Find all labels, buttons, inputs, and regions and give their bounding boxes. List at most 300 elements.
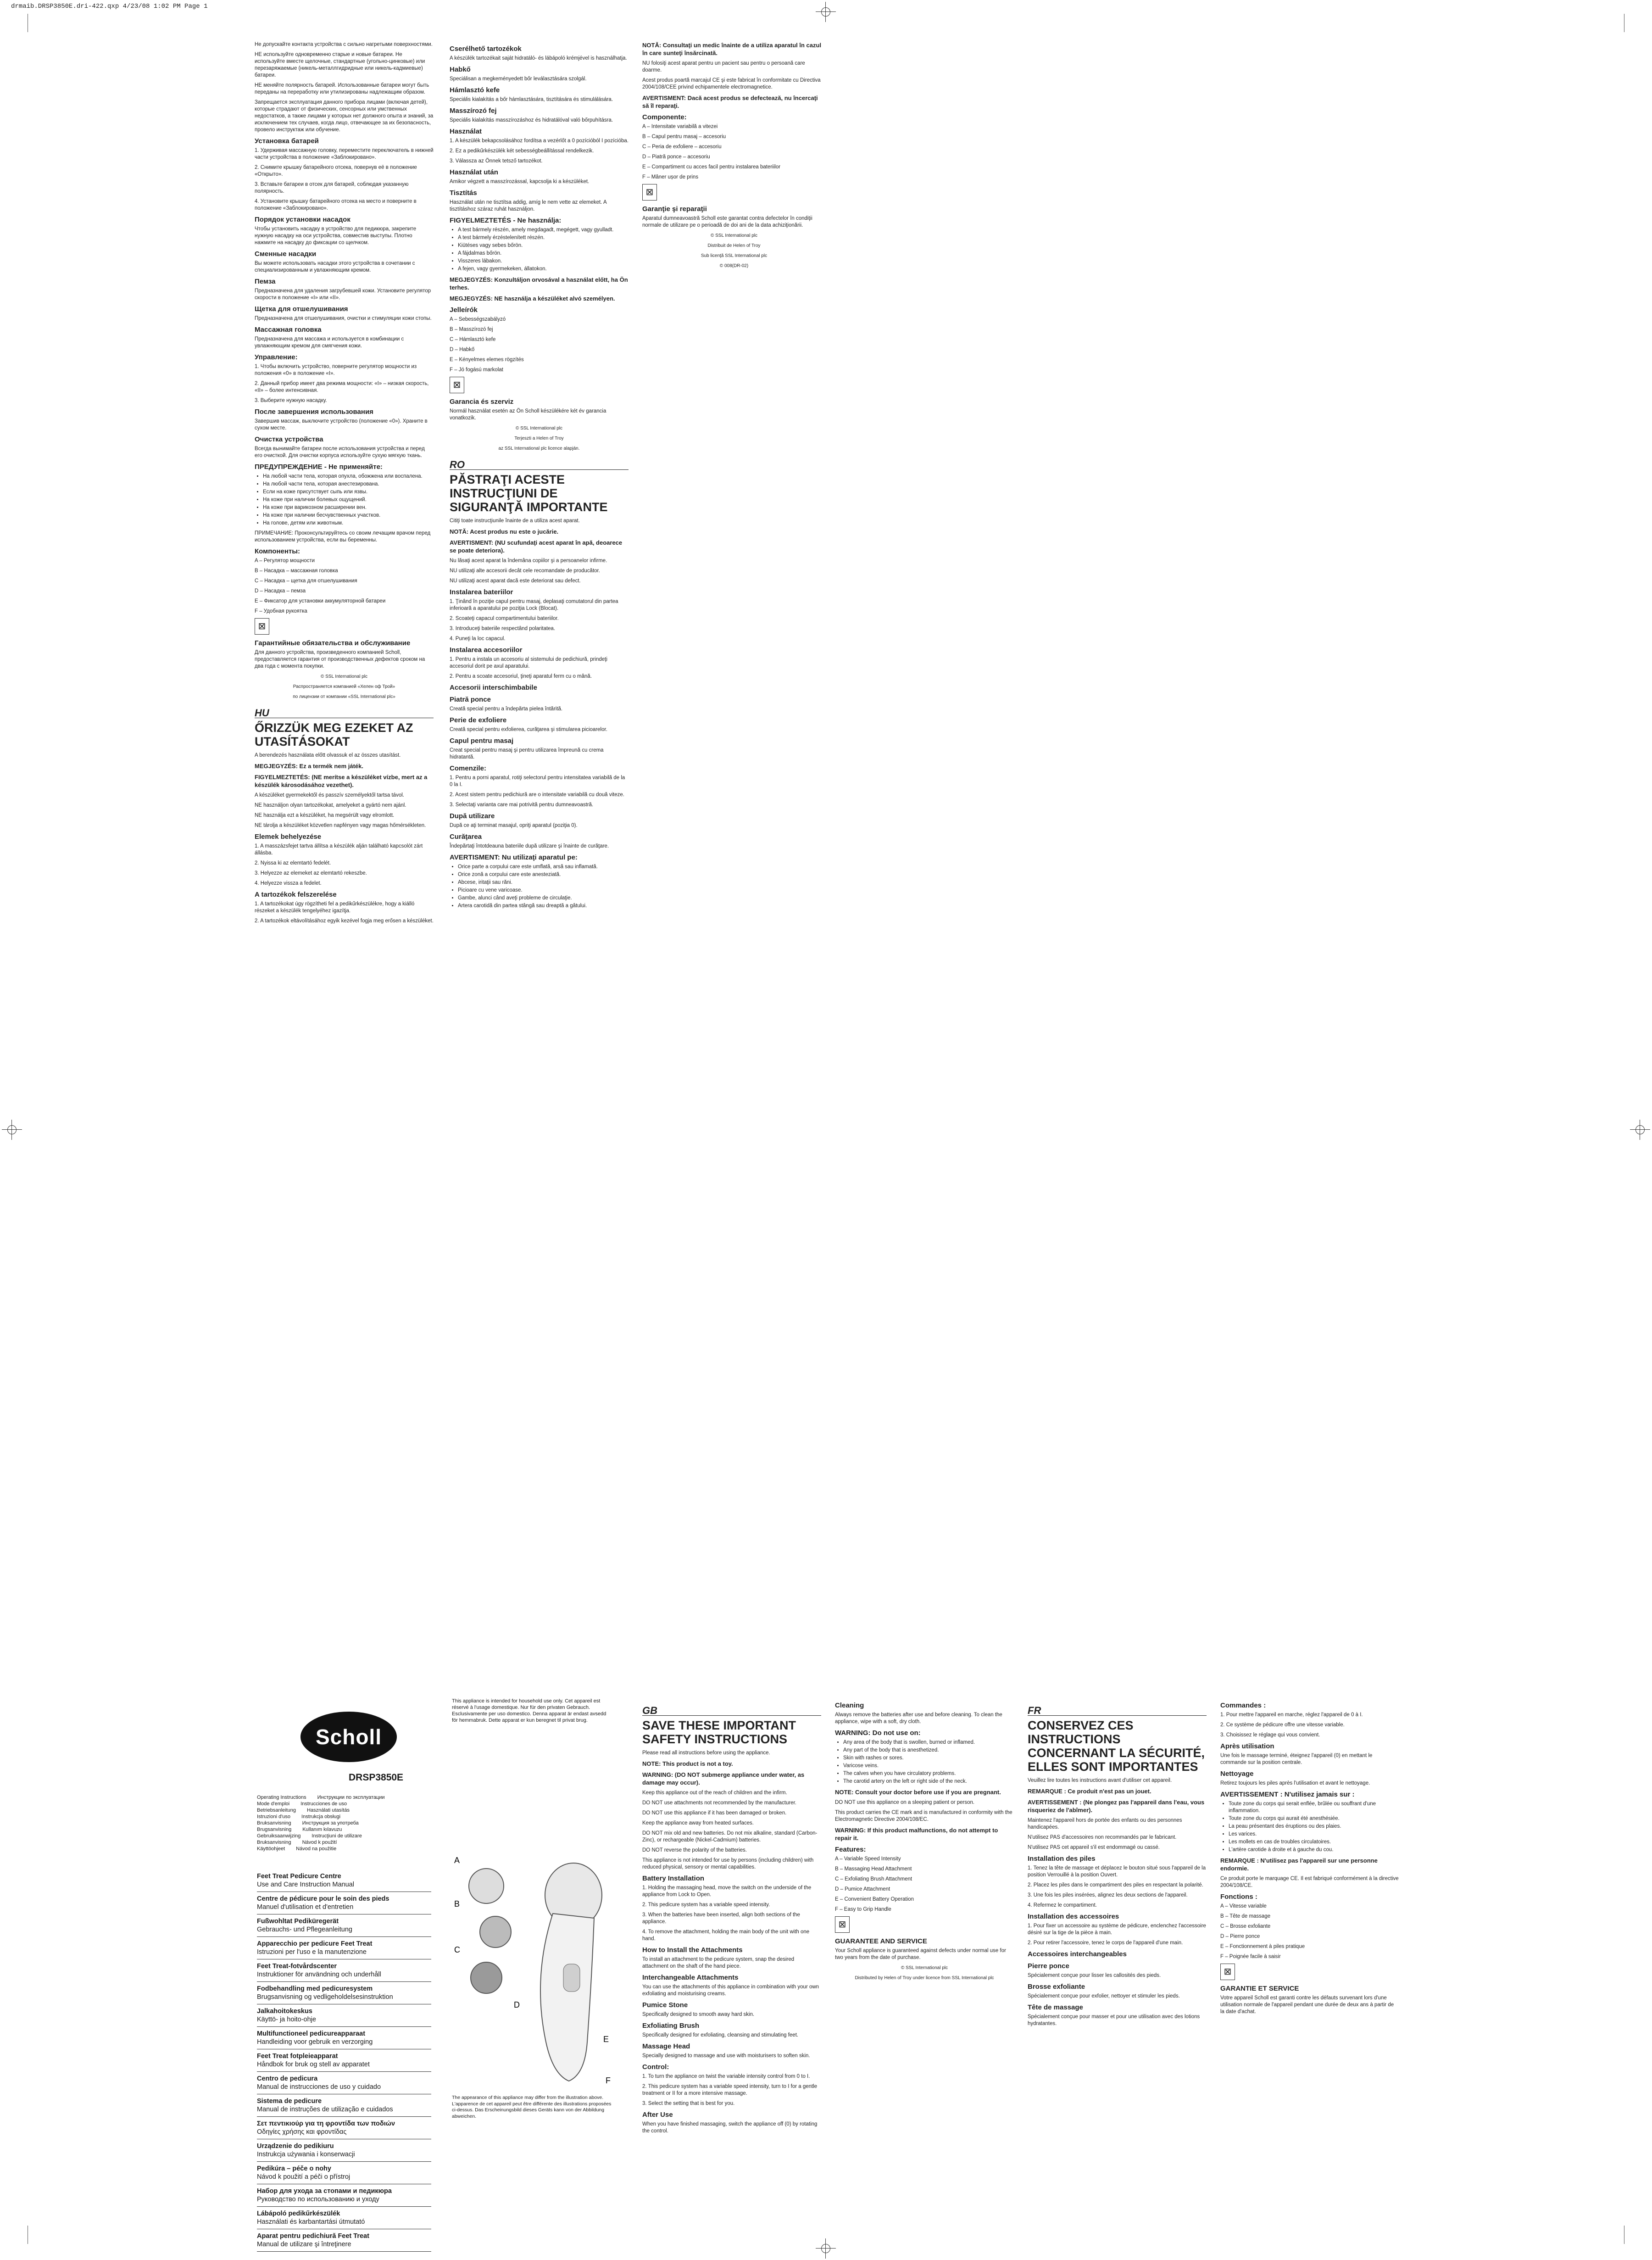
ru-intro: НЕ меняйте полярность батарей. Использованные батареи могут быть переданы на переработку или утилизированы надлежащим образом. xyxy=(255,83,429,95)
ru-component: C – Насадка – щетка для отшелушивания xyxy=(255,578,357,584)
hu-warning-heading: FIGYELMEZTETÉS - Ne használja: xyxy=(450,217,562,224)
ru-component: A – Регулятор мощности xyxy=(255,558,315,564)
hu-paragraph: NE használja ezt a készüléket, ha megsérült vagy elromlott. xyxy=(255,813,395,818)
gb-attach-heading: How to Install the Attachments xyxy=(642,1946,743,1954)
label-f: F xyxy=(606,2076,611,2085)
fr-note: REMARQUE : Ce produit n'est pas un jouet. xyxy=(1028,1788,1151,1795)
list-item: • На коже при варикозном расширении вен. xyxy=(263,504,434,511)
product-subtitle: Manual de utilizare şi întreţinere xyxy=(257,2240,431,2252)
fr-sub-text: Spécialement conçue pour exfolier, nettoyer et stimuler les pieds. xyxy=(1028,1993,1180,1999)
ro-clean-heading: Curăţarea xyxy=(450,833,482,841)
ro-warning: AVERTISMENT: Dacă acest produs se defectează, nu încercaţi să îl reparaţi. xyxy=(642,95,818,109)
hu-guarantee-heading: Garancia és szerviz xyxy=(450,398,514,406)
gb-guarantee-text: Your Scholl appliance is guaranteed against defects under normal use for two years from the date of purchase. xyxy=(835,1948,1006,1960)
ro-note: NOTĂ: Acest produs nu este o jucărie. xyxy=(450,528,559,535)
model-number: DRSP3850E xyxy=(349,1772,404,1783)
gb-note: This product carries the CE mark and is manufactured in conformity with the Electromagnetic Directive 2004/108/EC. xyxy=(835,1810,1012,1822)
ro-attach-heading: Instalarea accesoriilor xyxy=(450,646,523,654)
list-item: • На любой части тела, которая опухла, обожжена или воспалена. xyxy=(263,473,434,480)
ru-control-heading: Управление: xyxy=(255,353,298,361)
gb-battery-heading: Battery Installation xyxy=(642,1875,705,1882)
ru-sub-heading: Массажная головка xyxy=(255,326,322,334)
gb-sub-text: Specifically designed for exfoliating, cleansing and stimulating feet. xyxy=(642,2032,799,2038)
pumice-attachment xyxy=(471,1962,502,1993)
gb-note: DO NOT use this appliance on a sleeping patient or person. xyxy=(835,1800,975,1805)
gb-clean-heading: Cleaning xyxy=(835,1702,864,1709)
hu-footer: © SSL International plc xyxy=(515,426,563,431)
list-item: • Picioare cu vene varicoase. xyxy=(458,887,629,894)
hu-sub-text: Speciális kialakítás masszírozáshoz és hidratálóval való bőrpuhításra. xyxy=(450,117,613,123)
list-item: Bruksanvisning Návod k použití xyxy=(257,1840,337,1845)
list-item: • Visszeres lábakon. xyxy=(458,258,629,265)
label-d: D xyxy=(514,2000,520,2009)
fr-guarantee-text: Votre appareil Scholl est garanti contre les défauts survenant lors d'une utilisation normale de l'appareil pendant une durée de deux ans à partir de la date d'achat. xyxy=(1220,1995,1394,2014)
ro-step: 1. Ţinând în poziţie capul pentru masaj, deplasaţi comutatorul din partea inferioară a aparatului pe poziţia Lock (Blocat). xyxy=(450,599,618,611)
hu-sub-heading: Masszírozó fej xyxy=(450,107,497,115)
product-title: Pedikúra – péče o nohy xyxy=(257,2165,331,2172)
list-item: • Toute zone du corps qui aurait été anesthésiée. xyxy=(1229,1815,1399,1822)
ro-warning-list xyxy=(450,864,629,910)
fr-step: 3. Choisissez le réglage qui vous convient. xyxy=(1220,1732,1320,1738)
ru-step: 3. Выберите нужную насадку. xyxy=(255,398,327,403)
massage-head-attachment xyxy=(469,1869,504,1903)
gb-step: 3. Select the setting that is best for you. xyxy=(642,2101,735,2106)
list-item: • Abcese, iritaţii sau răni. xyxy=(458,879,629,886)
ru-footer: Распространяется компанией «Хелен оф Трой» xyxy=(293,684,395,689)
column-hungarian-romanian xyxy=(450,41,629,913)
ru-intro: Запрещается эксплуатация данного прибора лицами (включая детей), которые страдают от физических, сенсорных или умственных недостатков, а также лицами у которых нет должного опыта и знаний, за исключением тех случаев, когда лицо, отвечающее за их безопасность, провело инструктаж или обучение. xyxy=(255,100,434,133)
product-subtitle: Brugsanvisning og vedligeholdelsesinstruktion xyxy=(257,1993,431,2004)
ro-step: 1. Pentru a instala un accesoriu al sistemului de pedichiură, prindeţi accesoriul dorit pe axul aparatului. xyxy=(450,657,607,669)
product-title: Urządzenie do pedikiuru xyxy=(257,2143,334,2150)
ro-warning: AVERTISMENT: (NU scufundaţi acest aparat în apă, deoarece se poate deteriora). xyxy=(450,539,623,554)
hu-step: 1. A masszázsfejet tartva állítsa a készülék alján található kapcsolót zárt állásba. xyxy=(255,843,423,856)
fr-title: CONSERVEZ CES INSTRUCTIONS CONCERNANT LA SÉCURITÉ, ELLES SONT IMPORTANTES xyxy=(1028,1719,1205,1774)
fr-battery-heading: Installation des piles xyxy=(1028,1855,1096,1863)
product-subtitle: Instruktioner för användning och underhåll xyxy=(257,1970,431,1982)
product-title: Lábápoló pedikűrkészülék xyxy=(257,2210,340,2217)
label-a: A xyxy=(454,1856,460,1865)
device-handle xyxy=(540,1914,594,2081)
ru-clean-heading: Очистка устройства xyxy=(255,435,323,443)
list-item: • Skin with rashes or sores. xyxy=(843,1755,1014,1762)
ro-paragraph: Nu lăsaţi acest aparat la îndemâna copiilor şi a persoanelor infirme. xyxy=(450,558,607,564)
ru-warning-list xyxy=(255,473,434,527)
gb-title: SAVE THESE IMPORTANT SAFETY INSTRUCTIONS xyxy=(642,1719,796,1746)
hu-footer: az SSL International plc licence alapján. xyxy=(498,446,580,451)
fr-clean-heading: Nettoyage xyxy=(1220,1770,1254,1778)
gb-paragraph: This appliance is not intended for use by persons (including children) with reduced physical, sensory or mental capabilities. xyxy=(642,1858,814,1870)
fr-feature: F – Poignée facile à saisir xyxy=(1220,1954,1281,1959)
ru-guarantee-heading: Гарантийные обязательства и обслуживание xyxy=(255,639,411,647)
ro-step: 2. Pentru a scoate accesoriul, ţineţi aparatul ferm cu o mână. xyxy=(450,674,592,679)
ro-part: C – Peria de exfoliere – accesoriu xyxy=(642,144,722,150)
ru-step: 4. Установите крышку батарейного отсека на место и поверните в положение «Заблокировано». xyxy=(255,199,417,211)
label-e: E xyxy=(603,2035,609,2044)
hu-accessories-heading: Cserélhető tartozékok xyxy=(450,45,522,53)
ru-attach-heading: Порядок установки насадок xyxy=(255,216,350,223)
ro-paragraph: NU utilizaţi acest aparat dacă este deteriorat sau defect. xyxy=(450,578,581,584)
gb-step: 3. When the batteries have been inserted, align both sections of the appliance. xyxy=(642,1912,800,1925)
hu-paragraph: NE használjon olyan tartozékokat, amelyeket a gyártó nem ajánl. xyxy=(255,803,406,808)
scholl-logo: Scholl xyxy=(300,1712,397,1762)
list-item: • Varicose veins. xyxy=(843,1763,1014,1769)
ro-guarantee-text: Aparatul dumneavoastră Scholl este garantat contra defectelor în condiţii normale de utilizare pe o perioadă de doi ani de la data achiziţionării. xyxy=(642,216,812,228)
gb-warning: WARNING: If this product malfunctions, do not attempt to repair it. xyxy=(835,1827,998,1841)
ro-part: F – Mâner ușor de prins xyxy=(642,174,699,180)
fr-step: 4. Refermez le compartiment. xyxy=(1028,1903,1097,1908)
ro-sub-text: Creată special pentru a îndepărta pielea întărită. xyxy=(450,706,563,712)
ru-component: E – Фиксатор для установки аккумуляторной батареи xyxy=(255,598,386,604)
gb-note: NOTE: This product is not a toy. xyxy=(642,1760,733,1767)
product-title: Aparat pentru pedichiură Feet Treat xyxy=(257,2232,369,2240)
gb-footer: Distributed by Helen of Troy under licence from SSL International plc xyxy=(855,1975,994,1981)
fr-warning-heading: AVERTISSEMENT : N'utilisez jamais sur : xyxy=(1220,1791,1355,1798)
ru-warning-heading: ПРЕДУПРЕЖДЕНИЕ - Не применяйте: xyxy=(255,463,383,471)
ro-sub-heading: Perie de exfoliere xyxy=(450,716,507,724)
product-title-list xyxy=(257,1872,431,2254)
ro-footer: Distribuit de Helen of Troy xyxy=(707,243,761,248)
list-item: • L'artère carotide à droite et à gauche du cou. xyxy=(1229,1847,1399,1853)
ro-after-text: După ce aţi terminat masajul, opriţi aparatul (poziţia 0). xyxy=(450,823,578,828)
ru-sub-text: Предназначена для массажа и используется в комбинации с увлажняющим кремом для смягчения кожи. xyxy=(255,336,404,349)
product-title: Jalkahoitokeskus xyxy=(257,2008,312,2015)
product-subtitle: Manual de instrucciones de uso y cuidado xyxy=(257,2083,431,2094)
ru-note: ПРИМЕЧАНИЕ: Проконсультируйтесь со своим лечащим врачом перед использованием устройства, если вы беременны. xyxy=(255,530,431,543)
ru-component: B – Насадка – массажная головка xyxy=(255,568,338,574)
ro-sub-heading: Capul pentru masaj xyxy=(450,737,514,745)
fr-step: 1. Pour mettre l'appareil en marche, réglez l'appareil de 0 à I. xyxy=(1220,1712,1363,1718)
gb-paragraph: Keep the appliance away from heated surfaces. xyxy=(642,1820,754,1826)
ru-after-heading: После завершения использования xyxy=(255,408,373,416)
ro-after-heading: După utilizare xyxy=(450,812,495,820)
fr-accessories-heading: Accessoires interchangeables xyxy=(1028,1950,1127,1958)
fr-step: 2. Pour retirer l'accessoire, tenez le corps de l'appareil d'une main. xyxy=(1028,1940,1183,1946)
language-list xyxy=(257,1794,431,1852)
ro-part: D – Piatră ponce – accesoriu xyxy=(642,154,710,160)
fr-feature: E – Fonctionnement à piles pratique xyxy=(1220,1944,1305,1949)
ro-sub-text: Creată special pentru exfolierea, curăţarea şi stimularea picioarelor. xyxy=(450,727,607,732)
household-use-notice: This appliance is intended for household use only. Cet appareil est réservé à l'usage domestique. Nur für den privaten Gebrauch. Esclusivamente per uso domestico. Denna apparat är endast avsedd för hemmabruk. Dette apparat er kun beregnet til privat brug. xyxy=(452,1698,606,1723)
hu-part: A – Sebességszabályzó xyxy=(450,317,506,322)
ru-guarantee-text: Для данного устройства, произведенного компанией Scholl, предоставляется гарантия от производственных дефектов сроком на два года с момента покупки. xyxy=(255,650,425,669)
fr-after-heading: Après utilisation xyxy=(1220,1742,1274,1750)
hu-sub-text: Speciális kialakítás a bőr hámlasztására, tisztítására és stimulálására. xyxy=(450,97,613,102)
product-subtitle: Handleiding voor gebruik en verzorging xyxy=(257,2038,431,2049)
fr-step: 2. Placez les piles dans le compartiment des piles en respectant la polarité. xyxy=(1028,1882,1203,1888)
registration-mark-right xyxy=(1630,1120,1650,1140)
fr-sub-heading: Tête de massage xyxy=(1028,2003,1083,2011)
gb-sub-heading: Exfoliating Brush xyxy=(642,2022,700,2030)
gb-feature: E – Convenient Battery Operation xyxy=(835,1897,914,1902)
product-subtitle: Håndbok for bruk og stell av apparatet xyxy=(257,2060,431,2072)
hu-accessories-text: A készülék tartozékait saját hidratáló- és lábápoló krémjével is használhatja. xyxy=(450,56,627,61)
gb-features-heading: Features: xyxy=(835,1846,866,1853)
ru-intro: Не допускайте контакта устройства с сильно нагретыми поверхностями. xyxy=(255,42,433,47)
weee-bin-icon: ⊠ xyxy=(642,184,657,201)
ro-intro: Citiţi toate instrucţiunile înainte de a utiliza acest aparat. xyxy=(450,518,580,524)
exfoliating-brush-attachment xyxy=(480,1916,511,1948)
hu-warning-list xyxy=(450,227,629,273)
hu-sub-heading: Hámlasztó kefe xyxy=(450,86,500,94)
ro-step: 2. Acest sistem pentru pedichiură are o intensitate variabilă cu două viteze. xyxy=(450,792,624,798)
hu-note: MEGJEGYZÉS: NE használja a készüléket alvó személyen. xyxy=(450,295,615,302)
gb-paragraph: DO NOT use this appliance if it has been damaged or broken. xyxy=(642,1810,787,1816)
hu-step: 3. Helyezze az elemeket az elemtartó rekeszbe. xyxy=(255,871,367,876)
product-title: Multifunctioneel pedicureapparaat xyxy=(257,2030,366,2037)
ro-footer: © SSL International plc xyxy=(710,233,758,238)
column-english xyxy=(642,1698,821,2138)
gb-feature: C – Exfoliating Brush Attachment xyxy=(835,1876,912,1882)
fr-clean-text: Retirez toujours les piles après l'utilisation et avant le nettoyage. xyxy=(1220,1780,1370,1786)
gb-warning-heading: WARNING: Do not use on: xyxy=(835,1729,921,1737)
product-subtitle: Használati és karbantartási útmutató xyxy=(257,2218,431,2229)
hu-guarantee-text: Normál használat esetén az Ön Scholl készülékére két év garancia vonatkozik. xyxy=(450,408,606,421)
gb-sub-heading: Pumice Stone xyxy=(642,2001,688,2009)
ro-accessories-heading: Accesorii interschimbabile xyxy=(450,684,537,692)
list-item: • Если на коже присутствует сыпь или язвы. xyxy=(263,489,434,496)
ro-language-code: RO xyxy=(450,461,629,470)
gb-sub-text: Specifically designed to smooth away hard skin. xyxy=(642,2012,755,2017)
fr-note: Ce produit porte le marquage CE. Il est fabriqué conformément à la directive 2004/108/CE. xyxy=(1220,1876,1399,1888)
list-item: • Toute zone du corps qui serait enflée, brûlée ou souffrant d'une inflammation. xyxy=(1229,1801,1399,1814)
product-title: Fodbehandling med pedicuresystem xyxy=(257,1985,373,1992)
hu-note: MEGJEGYZÉS: Ez a termék nem játék. xyxy=(255,763,363,770)
ro-code: © 008(DR-02) xyxy=(719,263,749,268)
gb-step: 4. To remove the attachment, holding the main body of the unit with one hand. xyxy=(642,1929,810,1942)
product-title: Feet Treat Pedicure Centre xyxy=(257,1873,341,1880)
column-french xyxy=(1028,1698,1207,2031)
product-title: Sistema de pedicure xyxy=(257,2098,322,2105)
fr-sub-text: Spécialement conçue pour masser et pour une utilisation avec des lotions hydratantes. xyxy=(1028,2014,1200,2026)
gb-accessories-heading: Interchangeable Attachments xyxy=(642,1974,739,1981)
ru-step: 1. Удерживая массажную головку, переместите переключатель в нижней части устройства в положение «Заблокировано». xyxy=(255,148,434,160)
ru-clean-text: Всегда вынимайте батареи после использования устройства и перед его очисткой. Для очистки корпуса используйте сухую мягкую ткань. xyxy=(255,446,425,458)
ro-title: PĂSTRAŢI ACESTE INSTRUCŢIUNI DE SIGURANŢĂ IMPORTANTE xyxy=(450,473,608,514)
list-item: Mode d'emploi Instrucciones de uso xyxy=(257,1801,347,1807)
appearance-disclaimer: The appearance of this appliance may differ from the illustration above. L'apparence de cet appareil peut être différente des illustrations proposées ci-dessus. Das Erscheinungsbild dieses Geräts kann von der Abbildung abweichen. xyxy=(452,2095,612,2119)
ro-part: E – Compartiment cu acces facil pentru instalarea bateriilor xyxy=(642,164,781,170)
ro-use-heading: Comenzile: xyxy=(450,764,487,772)
hu-after-heading: Használat után xyxy=(450,168,498,176)
fr-step: 2. Ce système de pédicure offre une vitesse variable. xyxy=(1220,1722,1345,1728)
fr-attach-heading: Installation des accessoires xyxy=(1028,1913,1119,1920)
fr-sub-heading: Brosse exfoliante xyxy=(1028,1983,1085,1991)
registration-mark-top xyxy=(816,2,836,22)
hu-sub-heading: Habkő xyxy=(450,66,471,73)
list-item: • Orice zonă a corpului care este anesteziată. xyxy=(458,871,629,878)
list-item: Istruzioni d'uso Instrukcja obsługi xyxy=(257,1814,341,1819)
ro-paragraph: NU utilizaţi alte accesorii decât cele recomandate de producător. xyxy=(450,568,600,574)
product-title: Набор для ухода за стопами и педикюра xyxy=(257,2187,392,2195)
ro-clean-text: Îndepărtaţi întotdeauna bateriile după utilizare şi înainte de curăţare. xyxy=(450,843,609,849)
product-subtitle: Use and Care Instruction Manual xyxy=(257,1881,431,1892)
ru-step: 2. Данный прибор имеет два режима мощности: «I» – низкая скорость, «II» – более интенсивная. xyxy=(255,381,429,393)
list-item: • A fejen, vagy gyermekeken, állatokon. xyxy=(458,266,629,273)
hu-clean-text: Használat után ne tisztítsa addig, amíg le nem vette az elemeket. A tisztításhoz száraz ruhát használjon. xyxy=(450,200,606,212)
hu-part: C – Hámlasztó kefe xyxy=(450,337,496,342)
gb-paragraph: DO NOT reverse the polarity of the batteries. xyxy=(642,1847,747,1853)
column-english-cont xyxy=(835,1698,1014,1985)
product-title: Feet Treat-fotvårdscenter xyxy=(257,1963,337,1970)
gb-paragraph: DO NOT mix old and new batteries. Do not mix alkaline, standard (Carbon-Zinc), or rechargeable (Nickel-Cadmium) batteries. xyxy=(642,1830,818,1843)
list-item: • The calves when you have circulatory problems. xyxy=(843,1770,1014,1777)
list-item: • A fájdalmas bőrön. xyxy=(458,250,629,257)
fr-features-heading: Fonctions : xyxy=(1220,1893,1257,1901)
gb-feature: F – Easy to Grip Handle xyxy=(835,1907,891,1912)
fr-note: REMARQUE : N'utilisez pas l'appareil sur une personne endormie. xyxy=(1220,1857,1378,1872)
ru-footer: © SSL International plc xyxy=(320,674,368,679)
fr-step: 1. Pour fixer un accessoire au système de pédicure, enclenchez l'accessoire désiré sur la tige de la pièce à main. xyxy=(1028,1923,1206,1936)
list-item: • A test bármely érzéstelenített részén. xyxy=(458,234,629,241)
ru-sub-text: Предназначена для отшелушивания, очистки и стимуляции кожи стопы. xyxy=(255,316,432,321)
ru-footer: по лицензии от компании «SSL International plc» xyxy=(293,694,395,699)
list-item: • Artera carotidă din partea stângă sau dreaptă a gâtului. xyxy=(458,903,629,910)
ru-step: 2. Снимите крышку батарейного отсека, повернув её в положение «Открыто». xyxy=(255,165,417,177)
ro-sub-heading: Piatră ponce xyxy=(450,696,491,703)
list-item: • La peau présentant des éruptions ou des plaies. xyxy=(1229,1823,1399,1830)
gb-step: 2. This pedicure system has a variable speed intensity. xyxy=(642,1902,770,1908)
fr-paragraph: N'utilisez PAS cet appareil s'il est endommagé ou cassé. xyxy=(1028,1845,1160,1850)
printer-slug: drmaib.DRSP3850E.dri-422.qxp 4/23/08 1:02 PM Page 1 xyxy=(11,3,208,10)
list-item: Käyttöohjeet Návod na použitie xyxy=(257,1846,337,1852)
weee-bin-icon: ⊠ xyxy=(450,377,464,393)
hu-step: 2. A tartozékok eltávolításához egyik kezével fogja meg erősen a készüléket. xyxy=(255,918,434,924)
list-item: • На коже при наличии болевых ощущений. xyxy=(263,497,434,503)
list-item: • Gambe, alunci când aveţi probleme de circulaţie. xyxy=(458,895,629,902)
product-subtitle: Návod k použití a péči o přístroj xyxy=(257,2173,431,2184)
ru-intro: НЕ используйте одновременно старые и новые батареи. Не используйте вместе щелочные, стандартные (угольно-цинковые) или перезаряжаемые (никель-металлгидридные или никель-кадмиевые) батареи. xyxy=(255,52,425,78)
ru-components-heading: Компоненты: xyxy=(255,547,300,555)
product-title: Centre de pédicure pour le soin des pieds xyxy=(257,1895,389,1903)
gb-footer: © SSL International plc xyxy=(901,1965,948,1970)
ru-component: D – Насадка – пемза xyxy=(255,588,306,594)
column-french-cont xyxy=(1220,1698,1399,2019)
ro-step: 4. Puneţi la loc capacul. xyxy=(450,636,506,642)
gb-attach-text: To install an attachment to the pedicure system, snap the desired attachment on the shaft of the hand piece. xyxy=(642,1957,795,1969)
gb-feature: A – Variable Speed Intensity xyxy=(835,1856,901,1862)
weee-bin-icon: ⊠ xyxy=(255,618,269,635)
product-title: Feet Treat fotpleieapparat xyxy=(257,2053,338,2060)
ro-battery-heading: Instalarea bateriilor xyxy=(450,588,513,596)
gb-control-heading: Control: xyxy=(642,2063,669,2071)
product-title: Σετ πεντικιούρ για τη φροντίδα των ποδιών xyxy=(257,2120,395,2127)
gb-step: 1. Holding the massaging head, move the switch on the underside of the appliance from Lock to Open. xyxy=(642,1885,812,1897)
product-subtitle: Руководство по использованию и уходу xyxy=(257,2195,431,2207)
ro-note: NU folosiţi acest aparat pentru un pacient sau pentru o persoană care doarme. xyxy=(642,61,805,73)
hu-part: E – Kényelmes elemes rögzítés xyxy=(450,357,524,363)
product-subtitle: Instrukcja używania i konserwacji xyxy=(257,2150,431,2162)
gb-step: 2. This pedicure system has a variable speed intensity, turn to I for a gentle treatment or II for a more intensive massage. xyxy=(642,2084,818,2096)
ro-step: 1. Pentru a porni aparatul, rotiţi selectorul pentru intensitatea variabilă de la 0 la I. xyxy=(450,775,625,787)
list-item: Betriebsanleitung Használati utasítás xyxy=(257,1808,350,1813)
fr-control-heading: Commandes : xyxy=(1220,1702,1266,1709)
weee-bin-icon: ⊠ xyxy=(835,1916,850,1933)
ro-part: A – Intensitate variabilă a vitezei xyxy=(642,124,718,129)
fr-paragraph: Maintenez l'appareil hors de portée des enfants ou des personnes handicapées. xyxy=(1028,1818,1182,1830)
gb-sub-heading: Massage Head xyxy=(642,2042,690,2050)
product-title: Centro de pedicura xyxy=(257,2075,318,2082)
gb-guarantee-heading: GUARANTEE AND SERVICE xyxy=(835,1937,927,1945)
ru-step: 1. Чтобы включить устройство, поверните регулятор мощности из положения «0» в положение «I». xyxy=(255,364,417,376)
fr-warning: AVERTISSEMENT : (Ne plongez pas l'appareil dans l'eau, vous risqueriez de l'abîmer). xyxy=(1028,1799,1205,1814)
product-subtitle: Käyttö- ja hoito-ohje xyxy=(257,2015,431,2027)
list-item: Brugsanvisning Kullanım kılavuzu xyxy=(257,1827,342,1832)
hu-part: B – Masszírozó fej xyxy=(450,327,493,332)
hu-attach-heading: A tartozékok felszerelése xyxy=(255,891,337,898)
gb-intro: Please read all instructions before using the appliance. xyxy=(642,1750,770,1756)
speed-dial xyxy=(563,1964,580,1992)
list-item: Gebruiksaanwijzing Instrucţiuni de utilizare xyxy=(257,1833,362,1839)
gb-paragraph: Keep this appliance out of the reach of children and the infirm. xyxy=(642,1790,787,1796)
fr-intro: Veuillez lire toutes les instructions avant d'utiliser cet appareil. xyxy=(1028,1778,1172,1783)
fr-feature: C – Brosse exfoliante xyxy=(1220,1924,1271,1929)
list-item: • На голове, детям или животным. xyxy=(263,520,434,527)
ru-step: 3. Вставьте батареи в отсек для батарей, соблюдая указанную полярность. xyxy=(255,182,409,194)
ru-accessories-heading: Сменные насадки xyxy=(255,250,317,258)
list-item: • The carotid artery on the left or right side of the neck. xyxy=(843,1778,1014,1785)
hu-sub-text: Speciálisan a megkeményedett bőr leválasztására szolgál. xyxy=(450,76,587,82)
ro-part: B – Capul pentru masaj – accesoriu xyxy=(642,134,726,140)
column-romanian xyxy=(642,41,826,273)
fr-feature: A – Vitesse variable xyxy=(1220,1903,1267,1909)
fr-guarantee-heading: GARANTIE ET SERVICE xyxy=(1220,1985,1299,1992)
list-item: Bruksanvisning Инструкция за употреба xyxy=(257,1820,359,1826)
hu-paragraph: A készüléket gyermekektől és passzív személyektől tartsa távol. xyxy=(255,792,404,798)
ro-step: 3. Selectaţi varianta care mai potrivită pentru dumneavoastră. xyxy=(450,802,594,808)
hu-step: 3. Válassza az Önnek tetsző tartozékot. xyxy=(450,158,543,164)
ro-step: 3. Introduceţi bateriile respectând polaritatea. xyxy=(450,626,556,631)
hu-step: 1. A tartozékokat úgy rögzítheti fel a pedikűrkészülékre, hogy a kiálló részeket a készülék tengelyéhez igazítja. xyxy=(255,901,415,914)
hu-title: ŐRIZZÜK MEG EZEKET AZ UTASÍTÁSOKAT xyxy=(255,721,413,748)
gb-step: 1. To turn the appliance on twist the variable intensity control from 0 to I. xyxy=(642,2074,810,2079)
fr-after-text: Une fois le massage terminé, éteignez l'appareil (0) en mettant le commande sur la position centrale. xyxy=(1220,1753,1373,1765)
hu-step: 2. Nyissa ki az elemtartó fedelét. xyxy=(255,860,331,866)
ru-sub-heading: Щетка для отшелушивания xyxy=(255,305,348,313)
list-item: • На любой части тела, которая анестезирована. xyxy=(263,481,434,488)
fr-step: 3. Une fois les piles insérées, alignez les deux sections de l'appareil. xyxy=(1028,1892,1188,1898)
gb-language-code: GB xyxy=(642,1707,821,1716)
list-item: • Kiütéses vagy sebes bőrön. xyxy=(458,242,629,249)
gb-warning-list xyxy=(835,1739,1014,1785)
ro-warning-heading: AVERTISMENT: Nu utilizaţi aparatul pe: xyxy=(450,854,578,861)
hu-part: F – Jó fogású markolat xyxy=(450,367,503,373)
gb-after-heading: After Use xyxy=(642,2111,673,2119)
fr-warning-list xyxy=(1220,1801,1399,1853)
list-item: • A test bármely részén, amely megdagadt, megégett, vagy gyulladt. xyxy=(458,227,629,234)
hu-step: 2. Ez a pedikűrkészülék két sebességbeállítással rendelkezik. xyxy=(450,148,594,154)
hu-footer: Terjeszti a Helen of Troy xyxy=(514,436,564,441)
ru-component: F – Удобная рукоятка xyxy=(255,608,307,614)
gb-paragraph: DO NOT use attachments not recommended by the manufacturer. xyxy=(642,1800,797,1806)
hu-parts-heading: Jelleírók xyxy=(450,306,478,314)
hu-note: MEGJEGYZÉS: Konzultáljon orvosával a használat előtt, ha Ön terhes. xyxy=(450,276,628,291)
ru-sub-heading: Пемза xyxy=(255,278,276,285)
fr-feature: D – Pierre ponce xyxy=(1220,1934,1260,1939)
list-item: • На коже при наличии бесчувственных участков. xyxy=(263,512,434,519)
gb-feature: B – Massaging Head Attachment xyxy=(835,1866,912,1872)
registration-mark-left xyxy=(2,1120,22,1140)
list-item: • Orice parte a corpului care este umflată, arsă sau inflamată. xyxy=(458,864,629,871)
gb-clean-text: Always remove the batteries after use and before cleaning. To clean the appliance, wipe with a soft, dry cloth. xyxy=(835,1712,1002,1724)
column-russian xyxy=(255,41,434,928)
list-item: • Any area of the body that is swollen, burned or inflamed. xyxy=(843,1739,1014,1746)
product-subtitle: Οδηγίες χρήσης και φροντίδας xyxy=(257,2128,431,2139)
hu-part: D – Habkő xyxy=(450,347,475,352)
fr-paragraph: N'utilisez PAS d'accessoires non recommandés par le fabricant. xyxy=(1028,1835,1177,1840)
product-subtitle: Manual de instruções de utilização e cuidados xyxy=(257,2105,431,2117)
fr-step: 1. Tenez la tête de massage et déplacez le bouton situé sous l'appareil de la position Verrouillé à la position Ouvert. xyxy=(1028,1865,1206,1878)
